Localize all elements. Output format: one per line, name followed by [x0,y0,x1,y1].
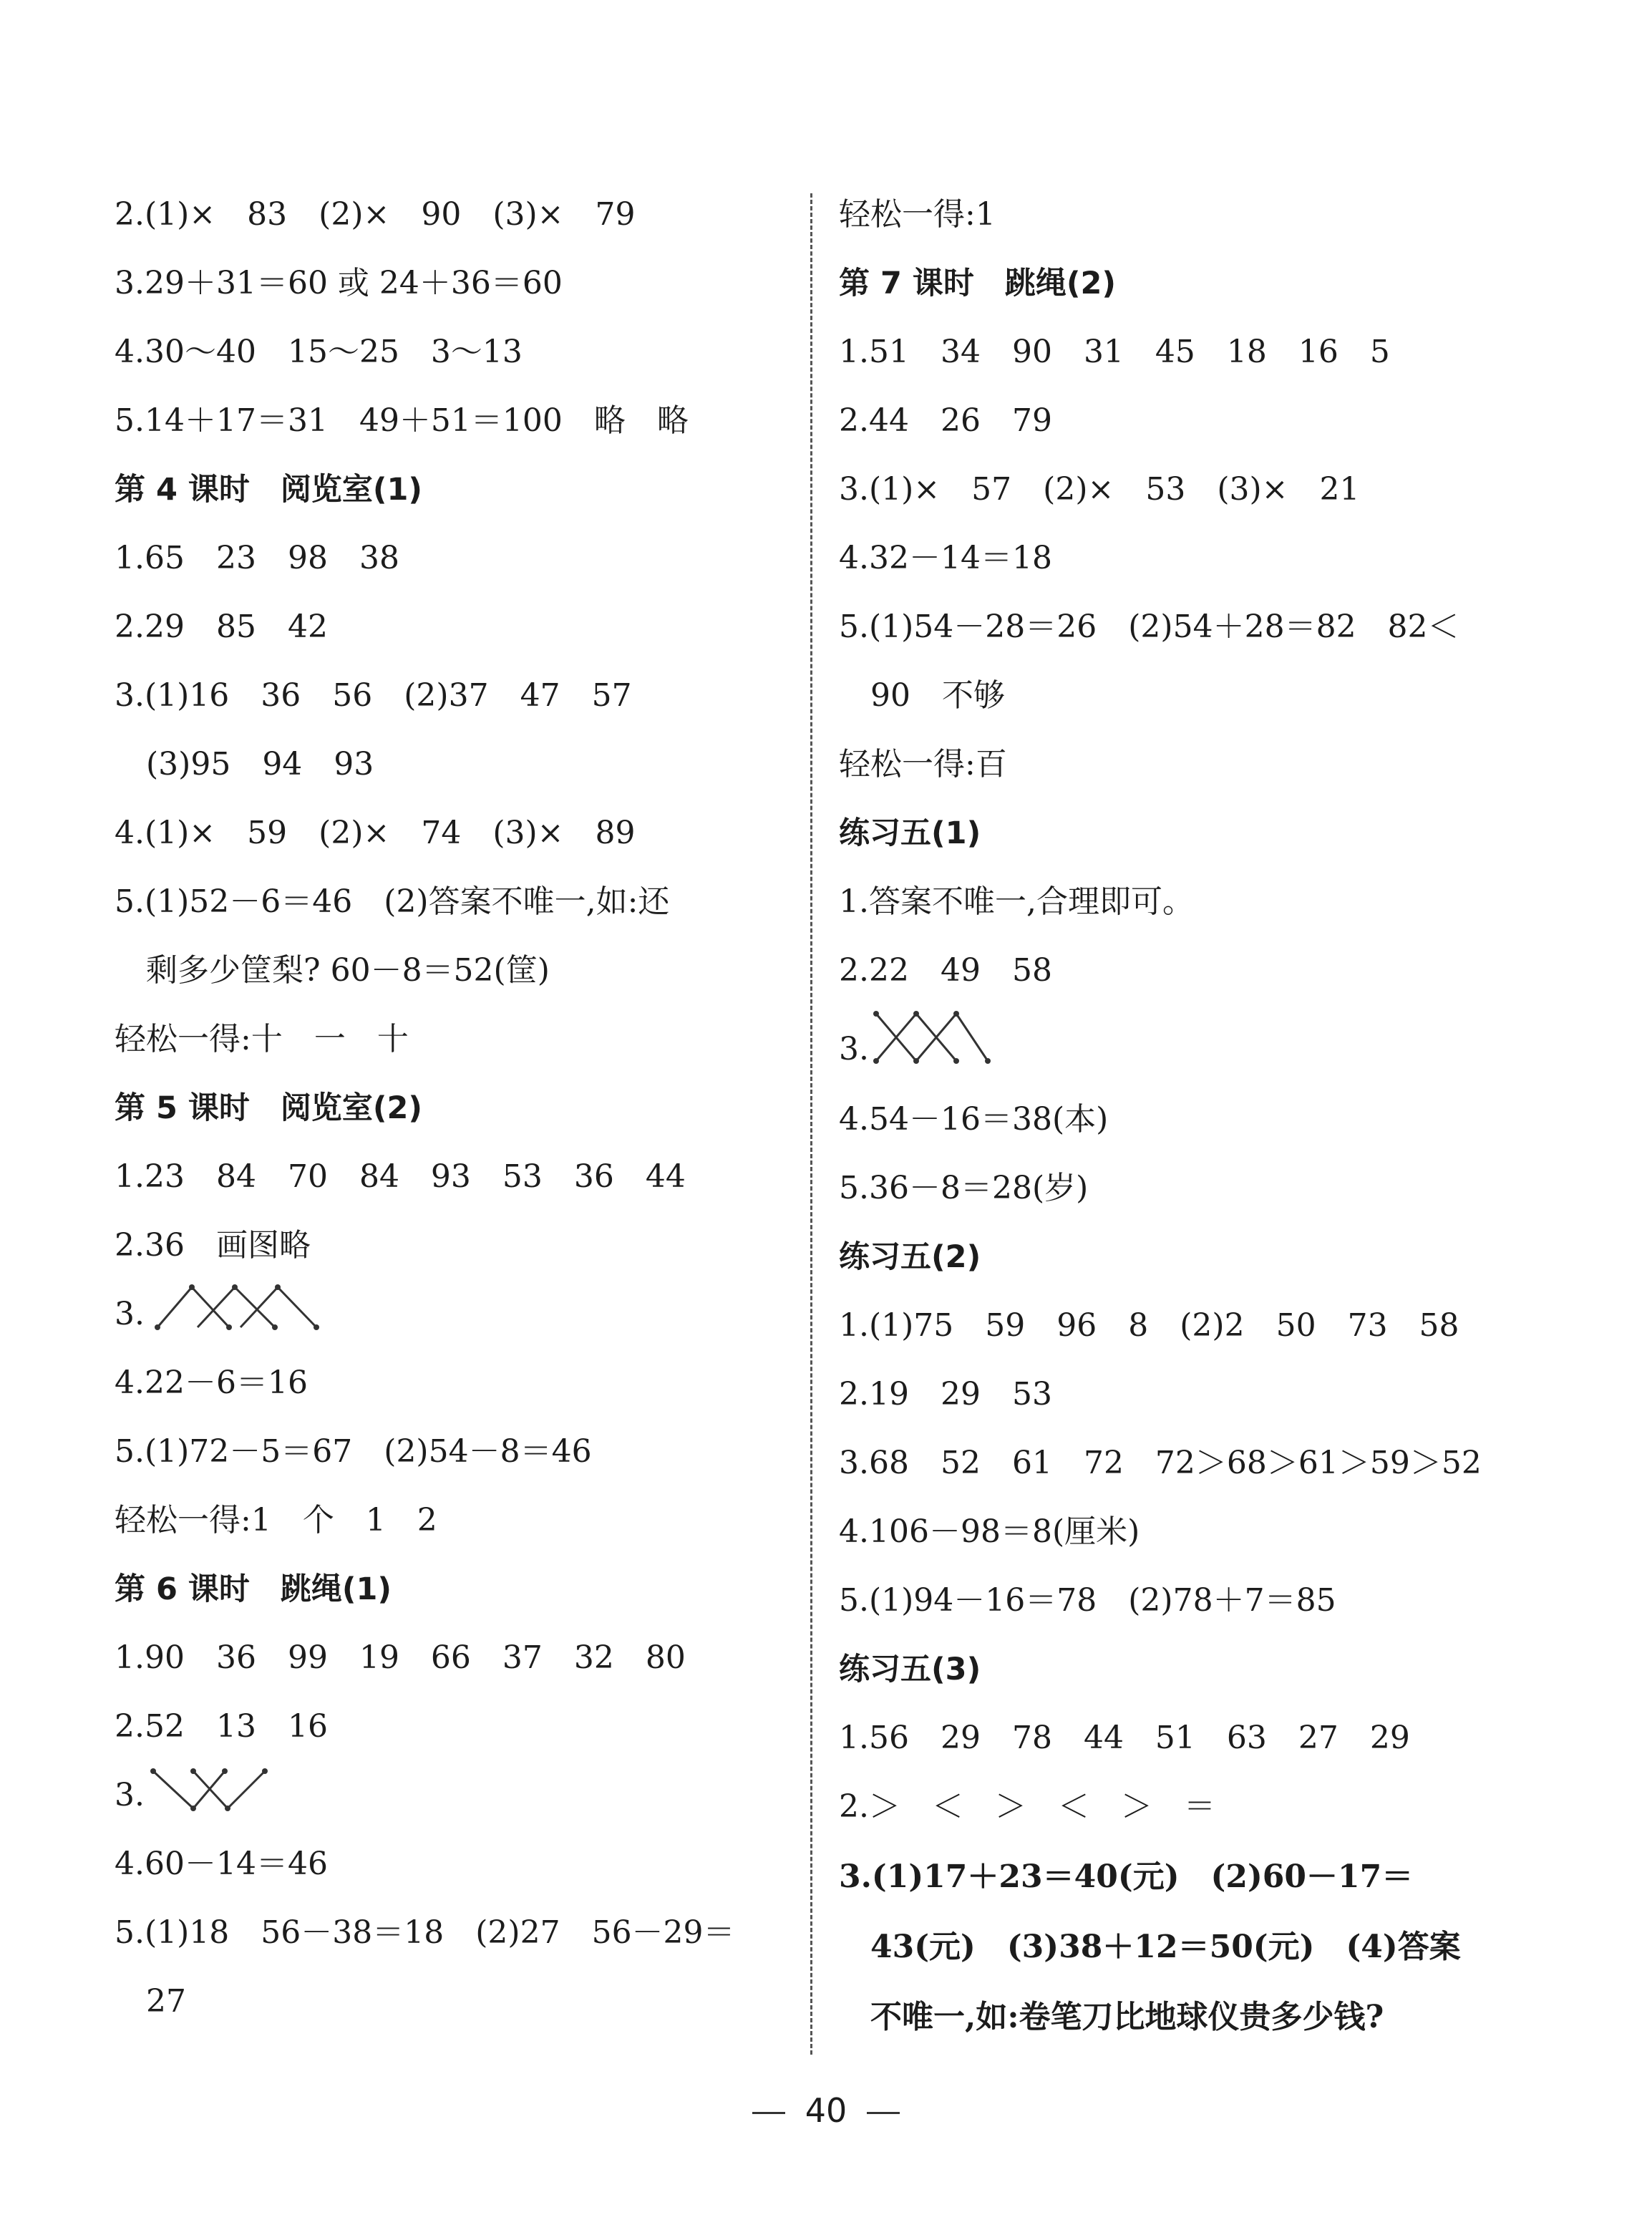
answer-line: 不唯一,如:卷笔刀比地球仪贵多少钱? [870,1999,1384,2035]
answer-line: 27 [146,1983,186,2020]
answer-line: 3.(1)× 57 (2)× 53 (3)× 21 [839,471,1360,508]
answer-line: 4.22－6＝16 [115,1365,308,1401]
footer-dash-right [867,2112,900,2114]
answer-line: 3.(1)17＋23＝40(元) (2)60－17＝ [839,1858,1414,1895]
answer-line: 4.32－14＝18 [839,540,1052,576]
answer-line: 3.68 52 61 72 72＞68＞61＞59＞52 [839,1445,1482,1481]
answer-line: 43(元) (3)38＋12＝50(元) (4)答案 [870,1929,1461,1965]
page-number: 40 [805,2091,847,2130]
answer-line: 3. [115,1777,145,1813]
answer-line: 2.52 13 16 [115,1708,328,1745]
section-heading: 第 5 课时 阅览室(2) [115,1090,423,1126]
answer-line: 5.36－8＝28(岁) [839,1170,1089,1206]
column-divider [810,193,812,2055]
answer-line: 3. [839,1031,869,1067]
answer-line: 5.(1)18 56－38＝18 (2)27 56－29＝ [115,1914,735,1951]
answer-line: 2.22 49 58 [839,952,1052,989]
answer-line: 5.(1)72－5＝67 (2)54－8＝46 [115,1433,592,1470]
section-heading: 第 6 课时 跳绳(1) [115,1571,392,1607]
answer-line: 轻松一得:1 [839,196,996,233]
answer-line: 5.(1)54－28＝26 (2)54＋28＝82 82＜ [839,609,1459,645]
section-heading: 练习五(3) [839,1652,981,1687]
answer-line: 4.(1)× 59 (2)× 74 (3)× 89 [115,815,636,851]
answer-line: 1.23 84 70 84 93 53 36 44 [115,1158,686,1195]
answer-line: 4.30～40 15～25 3～13 [115,334,523,370]
answer-line: 90 不够 [870,677,1005,714]
answer-line: (3)95 94 93 [146,746,374,782]
answer-line: 轻松一得:1 个 1 2 [115,1502,437,1538]
section-heading: 第 7 课时 跳绳(2) [839,266,1117,301]
answer-line: 5.(1)52－6＝46 (2)答案不唯一,如:还 [115,883,670,920]
matching-diagram [873,1009,1002,1067]
matching-lines-icon [150,1765,293,1816]
answer-line: 1.56 29 78 44 51 63 27 29 [839,1720,1410,1756]
matching-lines-icon [873,1009,1002,1067]
answer-line: 2.29 85 42 [115,609,328,645]
answer-line: 轻松一得:百 [839,746,1007,782]
matching-lines-icon [155,1281,341,1332]
answer-line: 2.19 29 53 [839,1376,1052,1412]
answer-line: 1.51 34 90 31 45 18 16 5 [839,334,1390,370]
answer-line: 2.＞ ＜ ＞ ＜ ＞ ＝ [839,1788,1215,1825]
answer-line: 3. [115,1296,145,1332]
answer-line: 4.54－16＝38(本) [839,1101,1109,1138]
page-footer [0,2089,1652,2132]
answer-line: 4.106－98＝8(厘米) [839,1513,1140,1550]
matching-diagram [150,1765,293,1816]
answer-line: 2.44 26 79 [839,402,1052,439]
section-heading: 练习五(2) [839,1239,981,1275]
answer-line: 1.90 36 99 19 66 37 32 80 [115,1639,686,1676]
matching-diagram [155,1281,341,1332]
answer-line: 1.(1)75 59 96 8 (2)2 50 73 58 [839,1307,1459,1344]
section-heading: 练习五(1) [839,815,981,851]
section-heading: 第 4 课时 阅览室(1) [115,472,423,508]
answer-line: 剩多少筐梨? 60－8＝52(筐) [146,952,550,989]
answer-line: 5.14＋17＝31 49＋51＝100 略 略 [115,402,689,439]
answer-line: 5.(1)94－16＝78 (2)78＋7＝85 [839,1582,1336,1619]
answer-line: 4.60－14＝46 [115,1846,328,1882]
answer-line: 2.36 画图略 [115,1227,311,1264]
answer-line: 1.65 23 98 38 [115,540,399,576]
answer-line: 1.答案不唯一,合理即可。 [839,883,1194,920]
answer-line: 3.29＋31＝60 或 24＋36＝60 [115,265,563,301]
answer-line: 2.(1)× 83 (2)× 90 (3)× 79 [115,196,636,233]
answer-line: 3.(1)16 36 56 (2)37 47 57 [115,677,632,714]
footer-dash-left [752,2112,785,2114]
answer-line: 轻松一得:十 一 十 [115,1021,409,1057]
